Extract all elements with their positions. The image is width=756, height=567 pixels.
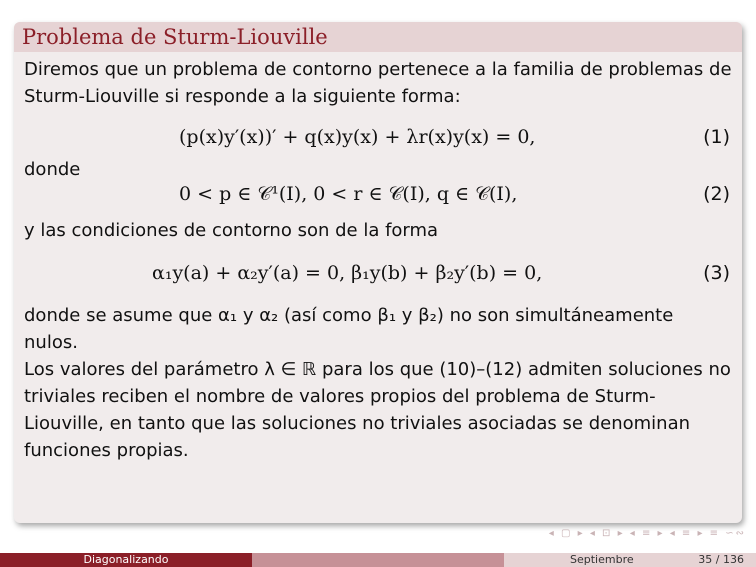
equation-2-row <box>24 181 732 211</box>
theorem-block <box>14 22 742 523</box>
equation-1-row <box>24 124 732 154</box>
equation-2-number: (2) <box>703 183 730 205</box>
equation-1-number: (1) <box>703 126 730 148</box>
equation-1: (p(x)y′(x))′ + q(x)y(x) + λr(x)y(x) = 0, <box>179 126 536 148</box>
block-body <box>14 52 742 464</box>
equation-3-number: (3) <box>703 262 730 284</box>
footer-right <box>504 553 756 567</box>
equation-3-row <box>24 260 732 290</box>
donde-label: donde <box>24 159 81 180</box>
intro-paragraph: Diremos que un problema de contorno pertenece a la familia de problemas de Sturm-Liouville si responde a la siguiente forma: <box>24 59 732 107</box>
beamer-navigation-icons[interactable]: ◂ ▢ ▸ ◂ ⊡ ▸ ◂ ≡ ▸ ◂ ≡ ▸ ≡ ∽∾ <box>548 528 746 539</box>
footer-middle <box>252 553 504 567</box>
assumption-paragraph: donde se asume que α₁ y α₂ (así como β₁ y β₂) no son simultáneamente nulos. <box>24 305 674 353</box>
equation-3: α₁y(a) + α₂y′(a) = 0, β₁y(b) + β₂y′(b) = 0, <box>152 262 543 284</box>
conditions-intro: y las condiciones de contorno son de la forma <box>24 220 439 241</box>
footer-bar <box>0 553 756 567</box>
footer-page-number: 35 / 136 <box>698 553 744 566</box>
conclusion-paragraph: Los valores del parámetro λ ∈ ℝ para los que (10)–(12) admiten soluciones no triviales reciben el nombre de valores propios del problema de Sturm-Liouville, en tanto que las soluciones no triviales asociadas se denominan funciones propias. <box>24 359 731 461</box>
footer-date: Septiembre <box>570 553 634 566</box>
block-title: Problema de Sturm-Liouville <box>14 22 742 52</box>
footer-short-title: Diagonalizando <box>0 553 252 567</box>
equation-2: 0 < p ∈ 𝒞¹(I), 0 < r ∈ 𝒞(I), q ∈ 𝒞(I), <box>179 183 518 205</box>
